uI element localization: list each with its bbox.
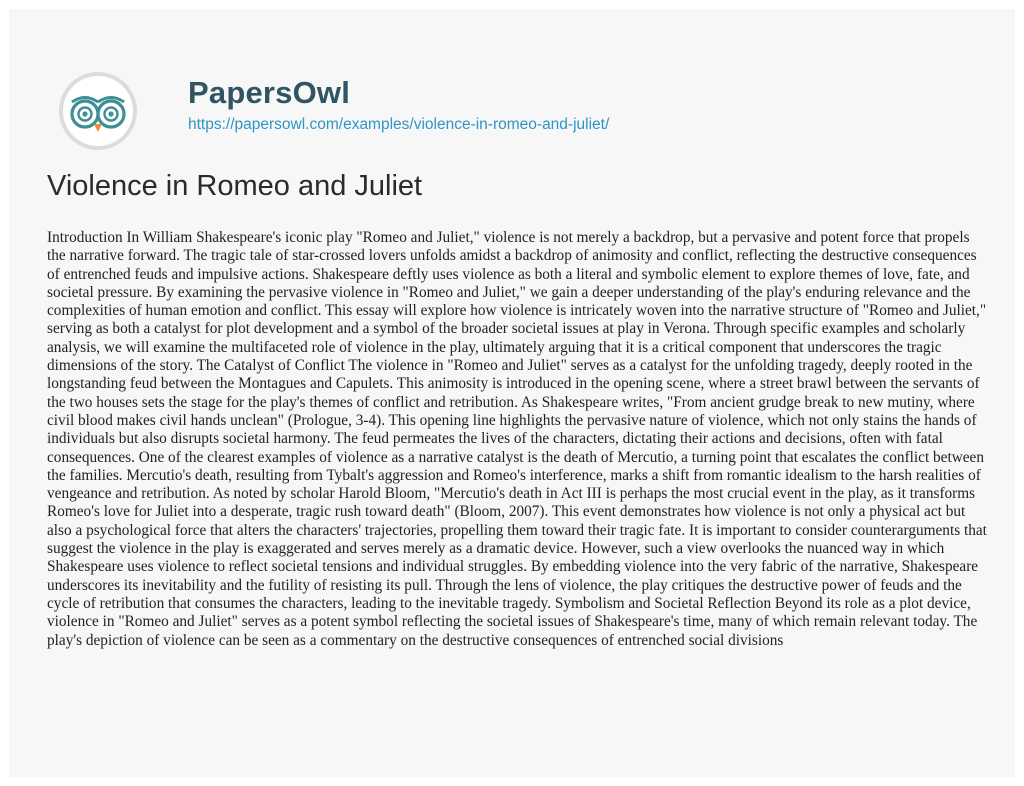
essay-body: Introduction In William Shakespeare's iconic play "Romeo and Juliet," violence is not merely a backdrop, but a pervasive and potent force that propels the narrative forward. The tragic tale of star-crossed lovers unfolds amidst a backdrop of animosity and conflict, reflecting the destructive consequences of entrenched feuds and impulsive actions. Shakespeare deftly uses violence as both a literal and symbolic element to explore themes of love, fate, and societal pressure. By examining the pervasive violence in "Romeo and Juliet," we gain a deeper understanding of the play's enduring relevance and the complexities of human emotion and conflict. This essay will explore how violence is intricately woven into the narrative structure of "Romeo and Juliet," serving as both a catalyst for plot development and a symbol of the broader societal issues at play in Verona. Through specific examples and scholarly analysis, we will examine the multifaceted role of violence in the play, ultimately arguing that it is a critical component that underscores the tragic dimensions of the story. The Catalyst of Conflict The violence in "Romeo and Juliet" serves as a catalyst for the unfolding tragedy, deeply rooted in the longstanding feud between the Montagues and Capulets. This animosity is introduced in the opening scene, where a street brawl between the servants of the two houses sets the stage for the play's themes of conflict and retribution. As Shakespeare writes, "From ancient grudge break to new mutiny, where civil blood makes civil hands unclean" (Prologue, 3-4). This opening line highlights the pervasive nature of violence, which not only stains the hands of individuals but also disrupts societal harmony. The feud permeates the lives of the characters, dictating their actions and decisions, often with fatal consequences. One of the clearest examples of violence as a narrative catalyst is the death of Mercutio, a turning point that escalates the conflict between the families. Mercutio's death, resulting from Tybalt's aggression and Romeo's interference, marks a shift from romantic idealism to the harsh realities of vengeance and retribution. As noted by scholar Harold Bloom, "Mercutio's death in Act III is perhaps the most crucial event in the play, as it transforms Romeo's love for Juliet into a desperate, tragic rush toward death" (Bloom, 2007). This event demonstrates how violence is not only a physical act but also a psychological force that alters the characters' trajectories, propelling them toward their tragic fate. It is important to consider counterarguments that suggest the violence in the play is exaggerated and serves merely as a dramatic device. However, such a view overlooks the nuanced way in which Shakespeare uses violence to reflect societal tensions and individual struggles. By embedding violence into the very fabric of the narrative, Shakespeare underscores its inevitability and the futility of resisting its pull. Through the lens of violence, the play critiques the destructive power of feuds and the cycle of retribution that consumes the characters, leading to the inevitable tragedy. Symbolism and Societal Reflection Beyond its role as a plot device, violence in "Romeo and Juliet" serves as a potent symbol reflecting the societal issues of Shakespeare's time, many of which remain relevant today. The play's depiction of violence can be seen as a commentary on the destructive consequences of entrenched social divisions	[47, 229, 987, 649]
owl-eyes-logo-icon	[56, 69, 140, 153]
brand-name: PapersOwl	[188, 75, 351, 110]
source-url-link[interactable]: https://papersowl.com/examples/violence-in-romeo-and-juliet/	[188, 116, 610, 133]
page-title: Violence in Romeo and Juliet	[47, 170, 423, 202]
document-page	[9, 9, 1015, 777]
